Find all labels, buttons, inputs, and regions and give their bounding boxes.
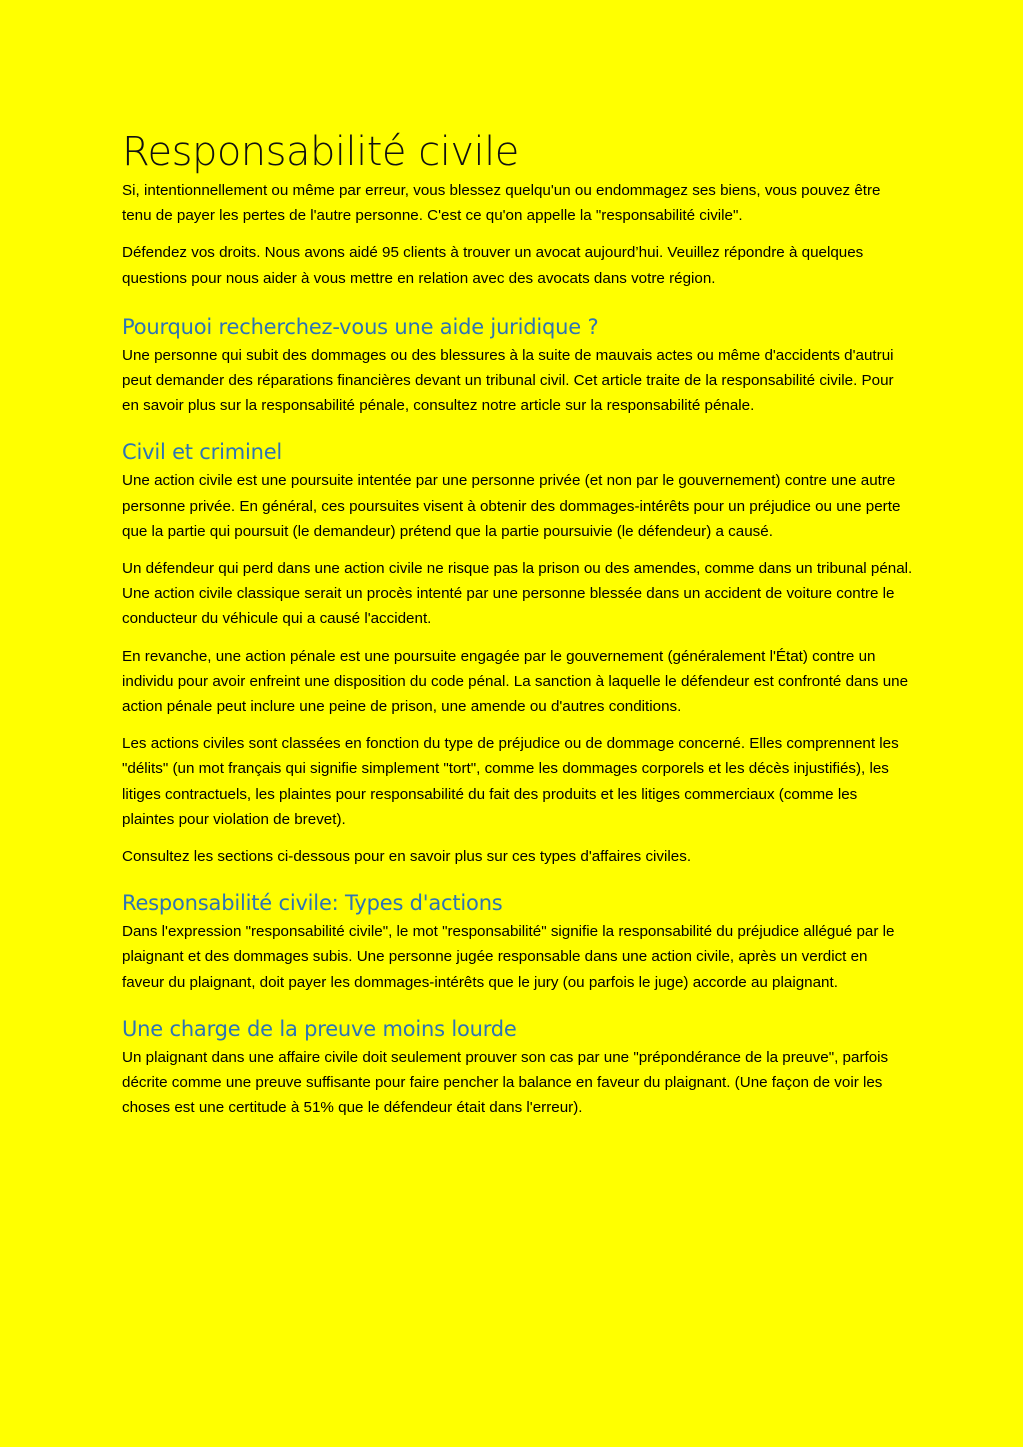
document-title: Responsabilité civile — [122, 129, 519, 175]
section-paragraph: Consultez les sections ci-dessous pour en savoir plus sur ces types d'affaires civiles. — [122, 848, 692, 866]
section-heading: Responsabilité civile: Types d'actions — [122, 891, 503, 916]
section-heading: Une charge de la preuve moins lourde — [122, 1016, 517, 1041]
section-civil-vs-criminal — [122, 438, 913, 869]
section-paragraph: Une personne qui subit des dommages ou des blessures à la suite de mauvais actes ou même d'accidents d'autrui peut demander des réparations financières devant un tribunal civil. Cet article traite de la responsabilité civile. Pour en savoir plus sur la responsabilité pénale, consultez notre article sur la responsabilité pénale. — [122, 346, 894, 415]
section-burden-of-proof — [122, 1015, 913, 1121]
section-paragraph: Les actions civiles sont classées en fonction du type de préjudice ou de dommage concerné. Elles comprennent les "délits" (un mot français qui signifie simplement "tort", comme les dommages corporels et les décès injustifiés), les litiges contractuels, les plaintes pour responsabilité du fait des produits et les litiges commerciaux (comme les plaintes pour violation de brevet). — [122, 735, 899, 828]
section-heading: Pourquoi recherchez-vous une aide juridique ? — [122, 314, 599, 339]
section-paragraph: Un défendeur qui perd dans une action civile ne risque pas la prison ou des amendes, comme dans un tribunal pénal. Une action civile classique serait un procès intenté par une personne blessée dans un accident de voiture contre le conducteur du véhicule qui a causé l'accident. — [122, 560, 913, 628]
section-paragraph: En revanche, une action pénale est une poursuite engagée par le gouvernement (généralement l'État) contre un individu pour avoir enfreint une disposition du code pénal. La sanction à laquelle le défendeur est confronté dans une action pénale peut inclure une peine de prison, une amende ou d'autres conditions. — [122, 647, 909, 716]
section-paragraph: Dans l'expression "responsabilité civile", le mot "responsabilité" signifie la responsabilité du préjudice allégué par le plaignant et des dommages subis. Une personne jugée responsable dans une action civile, après un verdict en faveur du plaignant, doit payer les dommages-intérêts que le jury (ou parfois le juge) accorde au plaignant. — [122, 923, 895, 991]
intro-paragraph: Défendez vos droits. Nous avons aidé 95 clients à trouver un avocat aujourd’hui. Veuillez répondre à quelques questions pour nous aider à vous mettre en relation avec des avocats dans votre région. — [122, 244, 864, 287]
section-heading: Civil et criminel — [122, 440, 283, 465]
section-paragraph: Un plaignant dans une affaire civile doit seulement prouver son cas par une "prépondérance de la preuve", parfois décrite comme une preuve suffisante pour faire pencher la balance en faveur du plaignant. (Une façon de voir les choses est une certitude à 51% que le défendeur était dans l'erreur). — [122, 1048, 889, 1117]
section-paragraph: Une action civile est une poursuite intentée par une personne privée (et non par le gouvernement) contre une autre personne privée. En général, ces poursuites visent à obtenir des dommages-intérêts pour un préjudice ou une perte que la partie qui poursuit (le demandeur) prétend que la partie poursuivie (le défendeur) a causé. — [122, 472, 901, 540]
intro-paragraph: Si, intentionnellement ou même par erreur, vous blessez quelqu'un ou endommagez ses biens, vous pouvez être tenu de payer les pertes de l'autre personne. C'est ce qu'on appelle la "responsabilité civile". — [122, 182, 881, 225]
section-types-of-actions — [122, 889, 913, 995]
section-why-legal-help — [122, 313, 913, 419]
